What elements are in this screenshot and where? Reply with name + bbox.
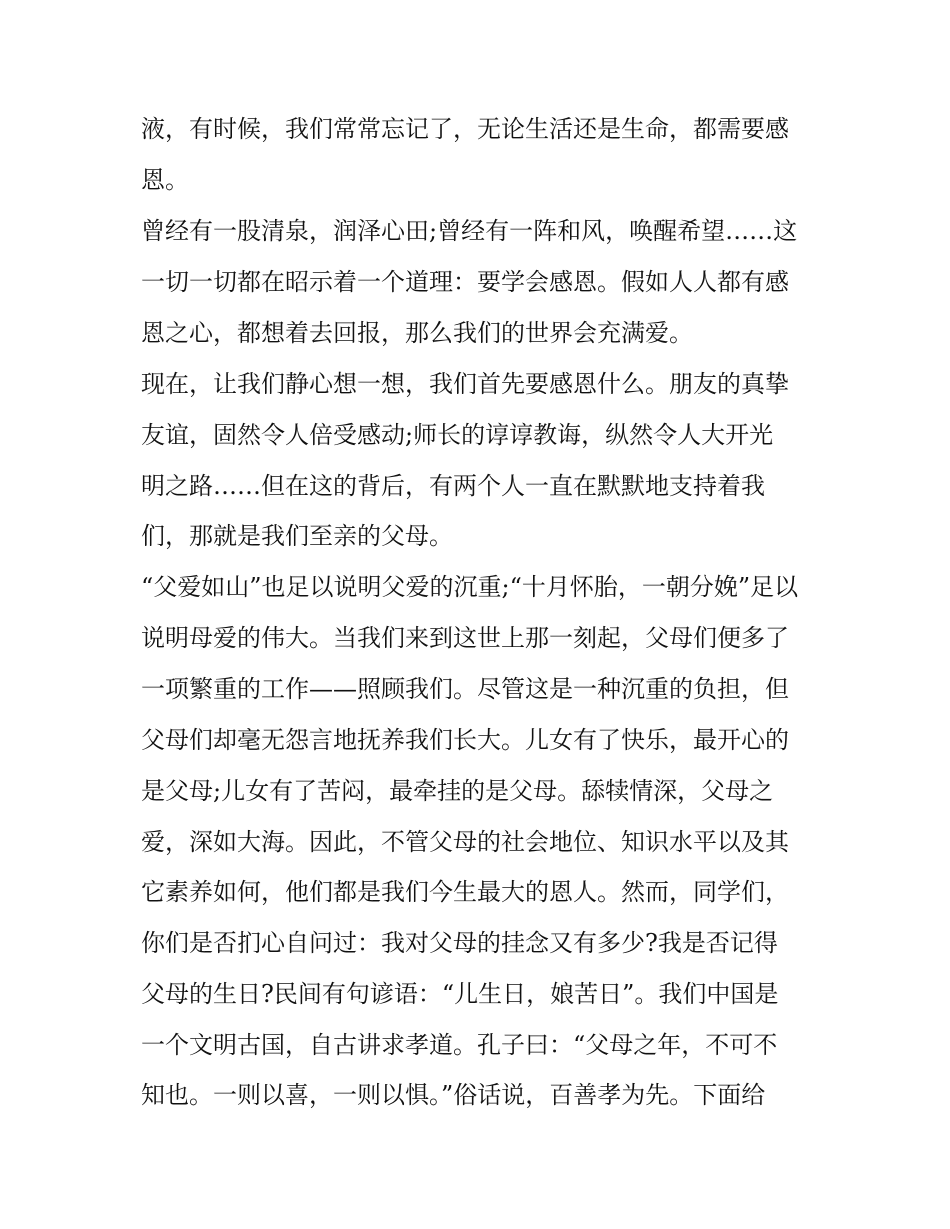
text-line-4: 一切一切都在昭示着一个道理：要学会感恩。假如人人都有感 (141, 268, 789, 296)
text-line-16: 它素养如何，他们都是我们今生最大的恩人。然而，同学们， (141, 878, 789, 906)
text-line-7: 友谊，固然令人倍受感动;师长的谆谆教诲，纵然令人大开光 (141, 421, 774, 449)
text-line-19: 一个文明古国，自古讲求孝道。孔子曰：“父母之年，不可不 (141, 1031, 778, 1059)
text-line-17: 你们是否扪心自问过：我对父母的挂念又有多少?我是否记得 (141, 929, 778, 957)
text-line-18: 父母的生日?民间有句谚语：“儿生日，娘苦日”。我们中国是 (141, 980, 779, 1008)
text-line-14: 是父母;儿女有了苦闷，最牵挂的是父母。舔犊情深，父母之 (141, 777, 774, 805)
text-line-12: 一项繁重的工作——照顾我们。尽管这是一种沉重的负担，但 (141, 675, 789, 703)
text-line-8: 明之路……但在这的背后，有两个人一直在默默地支持着我 (141, 472, 765, 500)
text-line-6: 现在，让我们静心想一想，我们首先要感恩什么。朋友的真挚 (141, 370, 789, 398)
text-line-13: 父母们却毫无怨言地抚养我们长大。儿女有了快乐，最开心的 (141, 726, 789, 754)
text-line-2: 恩。 (141, 166, 189, 194)
text-line-20: 知也。一则以喜，一则以惧。”俗话说，百善孝为先。下面给 (141, 1081, 766, 1109)
text-line-15: 爱，深如大海。因此，不管父母的社会地位、知识水平以及其 (141, 828, 789, 856)
text-line-10: “父爱如山”也足以说明父爱的沉重;“十月怀胎，一朝分娩”足以 (141, 573, 799, 601)
text-line-5: 恩之心，都想着去回报，那么我们的世界会充满爱。 (141, 319, 693, 347)
text-line-9: 们，那就是我们至亲的父母。 (141, 522, 453, 550)
text-line-1: 液，有时候，我们常常忘记了，无论生活还是生命，都需要感 (141, 115, 789, 143)
text-line-3: 曾经有一股清泉，润泽心田;曾经有一阵和风，唤醒希望……这 (141, 217, 798, 245)
text-line-11: 说明母爱的伟大。当我们来到这世上那一刻起，父母们便多了 (141, 624, 789, 652)
